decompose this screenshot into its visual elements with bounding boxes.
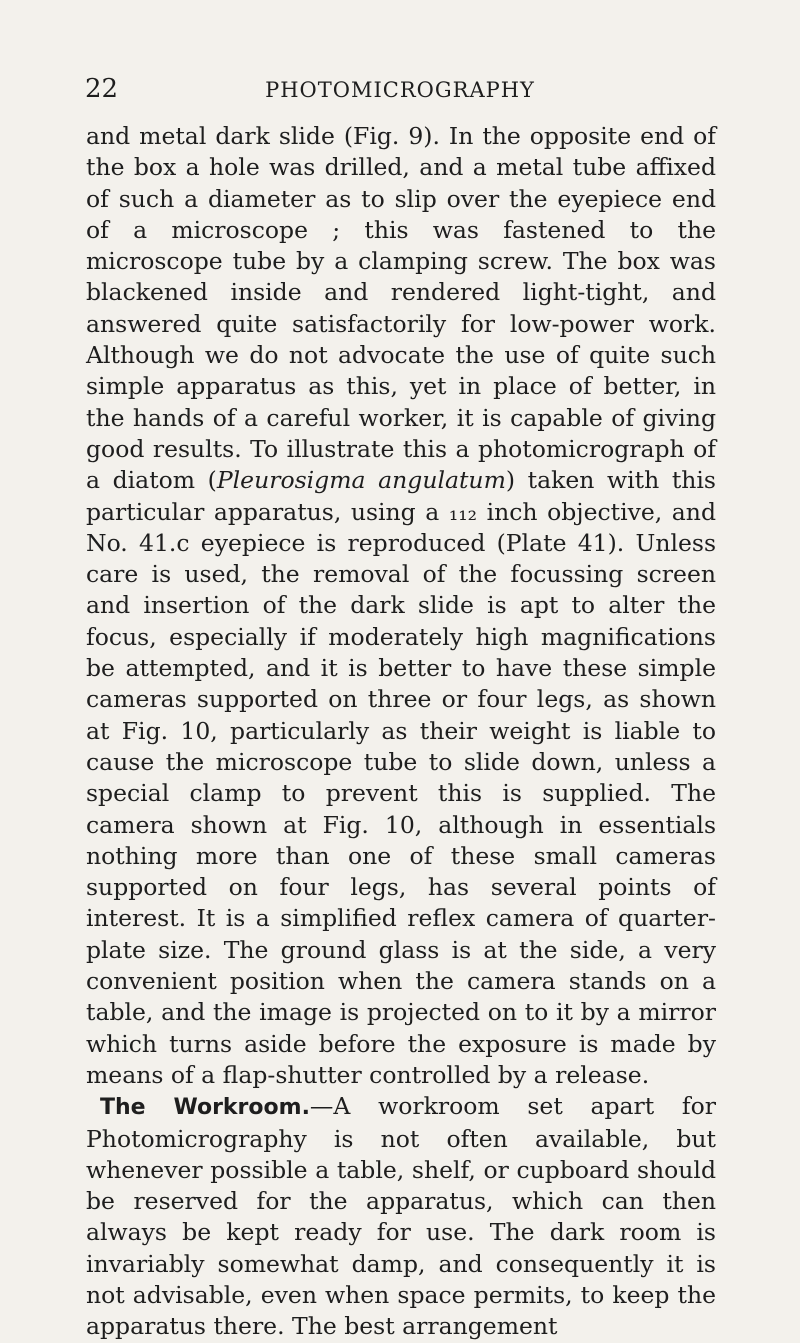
- paragraph-workroom: [86, 1091, 716, 1342]
- paragraph-apparatus-text-1: and metal dark slide (Fig. 9). In the opposite end of the box a hole was drilled, and a metal tube affixed of such a diameter as to slip over the eyepiece end of a microscope ; this was fastened to the microscope tube by a clamping screw. The box was blackened inside and rendered light-tight, and answered quite satisfactorily for low-power work. Although we do not advocate the use of quite such simple apparatus as this, yet in place of better, in the hands of a careful worker, it is capable of giving good results. To illustrate this a photomicrograph of a diatom (: [86, 122, 716, 495]
- paragraph-apparatus: [86, 121, 716, 1091]
- section-heading-workroom: The Workroom.: [100, 1095, 310, 1121]
- species-name: Pleurosigma angulatum: [216, 466, 506, 495]
- body-text: [86, 121, 716, 1343]
- running-head: PHOTOMICROGRAPHY: [265, 78, 535, 102]
- objective-fraction: ₁₁₂: [448, 497, 478, 526]
- paragraph-apparatus-text-2: ) taken with this particular apparatus, using a: [86, 466, 716, 526]
- paragraph-workroom-text: —A workroom set apart for Photomicrography is not often available, but whenever possible a table, shelf, or cupboard should be reserved for the apparatus, which can then always be kept ready for use. The dark room is invariably somewhat damp, and consequently it is not advisable, even when space permits, to keep the apparatus there. The best arrangement: [86, 1092, 716, 1341]
- paragraph-apparatus-text-3: inch objective, and No. 41.c eyepiece is reproduced (Plate 41). Unless care is used, the removal of the focussing screen and insertion of the dark slide is apt to alter the focus, especially if moderately high magnifications be attempted, and it is better to have these simple cameras supported on three or four legs, as shown at Fig. 10, particularly as their weight is liable to cause the microscope tube to slide down, unless a special clamp to prevent this is supplied. The camera shown at Fig. 10, although in essentials nothing more than one of these small cameras supported on four legs, has several points of interest. It is a simplified reflex camera of quarter-plate size. The ground glass is at the side, a very convenient position when the camera stands on a table, and the image is projected on to it by a mirror which turns aside before the exposure is made by means of a flap-shutter controlled by a release.: [86, 497, 716, 1089]
- page-number: 22: [85, 74, 119, 104]
